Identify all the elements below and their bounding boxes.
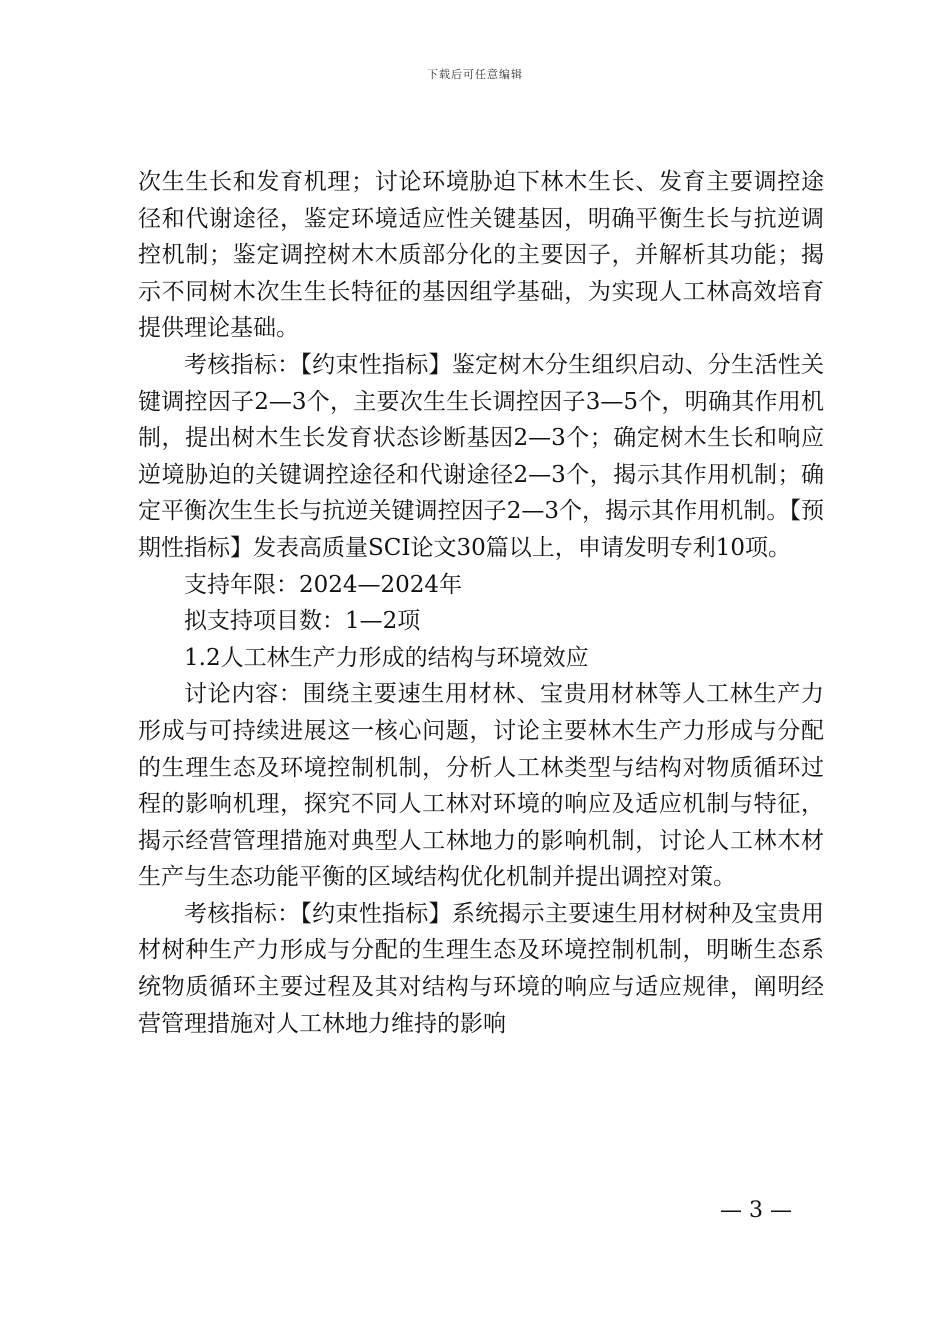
paragraph-continuation: 次生生长和发育机理；讨论环境胁迫下林木生长、发育主要调控途径和代谢途径，鉴定环境适应性关键基因，明确平衡生长与抗逆调控机制；鉴定调控树木木质部分化的主要因子，并解析其功能；揭示不同树木次生生长特征的基因组学基础，为实现人工林高效培育提供理论基础。 (138, 169, 824, 342)
paragraph-assessment-indicators-2: 考核指标：【约束性指标】系统揭示主要速生用材树种及宝贵用材树种生产力形成与分配的生理生态及环境控制机制，明晰生态系统物质循环主要过程及其对结构与环境的响应与适应规律，阐明经营管理措施对人工林地力维持的影响 (138, 900, 824, 1037)
page-header: 下载后可任意编辑 (427, 68, 523, 81)
document-body (138, 164, 824, 1042)
paragraph-support-period: 支持年限：2024—2024年 (184, 571, 463, 598)
paragraph-project-count: 拟支持项目数：1—2项 (184, 608, 421, 635)
paragraph-assessment-indicators: 考核指标：【约束性指标】鉴定树木分生组织启动、分生活性关键调控因子2—3个，主要次生生长调控因子3—5个，明确其作用机制，提出树木生长发育状态诊断基因2—3个；确定树木生长和响应逆境胁迫的关键调控途径和代谢途径2—3个，揭示其作用机制；确定平衡次生生长与抗逆关键调控因子2—3个，揭示其作用机制。【预期性指标】发表高质量SCI论文30篇以上，申请发明专利10项。 (138, 351, 824, 561)
section-heading: 1.2人工林生产力形成的结构与环境效应 (184, 644, 589, 671)
page-number: — 3 — (720, 1198, 792, 1223)
paragraph-research-content: 讨论内容：围绕主要速生用材林、宝贵用材林等人工林生产力形成与可持续进展这一核心问题，讨论主要林木生产力形成与分配的生理生态及环境控制机制，分析人工林类型与结构对物质循环过程的影响机理，探究不同人工林对环境的响应及适应机制与特征，揭示经营管理措施对典型人工林地力的影响机制，讨论人工林木材生产与生态功能平衡的区域结构优化机制并提出调控对策。 (138, 681, 824, 891)
